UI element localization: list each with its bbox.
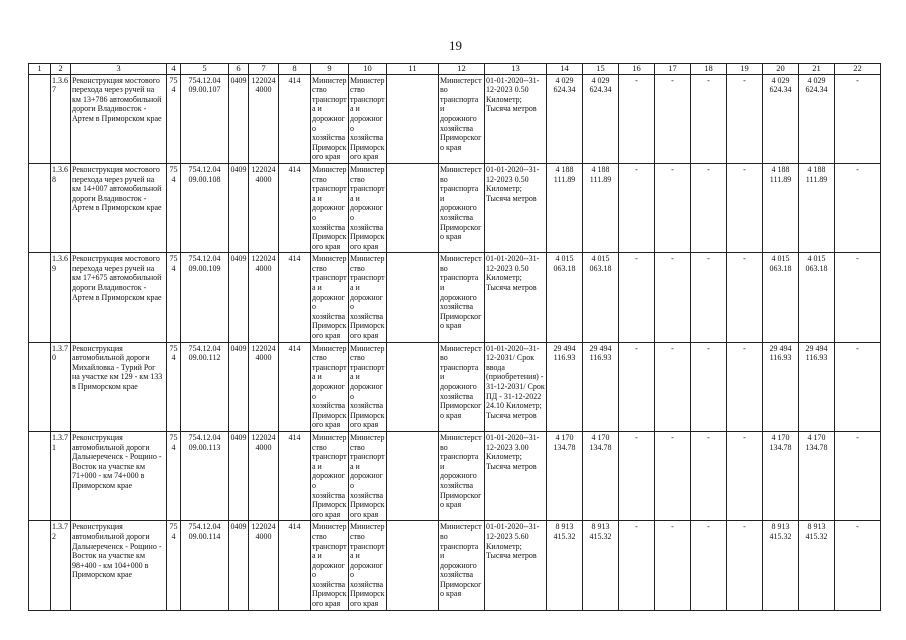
table-cell: Министерство транспорта и дорожного хозяйства Приморского края [349, 253, 387, 342]
table-cell: 754 [167, 431, 181, 520]
table-cell: Министерство транспорта и дорожного хозяйства Приморского края [439, 74, 485, 163]
column-header: 14 [547, 64, 583, 75]
table-cell: - [655, 342, 691, 431]
table-cell: - [727, 431, 763, 520]
table-row [29, 342, 881, 431]
table-cell: 8 913 415.32 [799, 521, 835, 610]
table-cell: Реконструкция мостового перехода через ручей на км 17+675 автомобильной дороги Владивосток - Артем в Приморском крае [71, 253, 167, 342]
table-cell [387, 163, 439, 252]
table-cell: 754 [167, 253, 181, 342]
table-cell: Реконструкция автомобильной дороги Дальнереченск - Рощино - Восток на участке км 98+400 - км 104+000 в Приморском крае [71, 521, 167, 610]
column-header: 21 [799, 64, 835, 75]
table-cell: 414 [279, 163, 311, 252]
table-cell: Министерство транспорта и дорожного хозяйства Приморского края [439, 431, 485, 520]
table-cell: 122024 4000 [249, 163, 279, 252]
table-cell: Реконструкция автомобильной дороги Михайловка - Турий Рог на участке км 129 - км 133 в Приморском крае [71, 342, 167, 431]
table-cell: 1.3.71 [51, 431, 71, 520]
table-cell: Министерство транспорта и дорожного хозяйства Приморского края [349, 431, 387, 520]
table-cell: 1.3.68 [51, 163, 71, 252]
table-cell: Министерство транспорта и дорожного хозяйства Приморского края [311, 521, 349, 610]
table-cell: - [691, 342, 727, 431]
table-cell: - [727, 521, 763, 610]
table-cell: 01-01-2020--31-12-2023 0.50 Километр; Тысяча метров [485, 253, 547, 342]
column-header: 4 [167, 64, 181, 75]
column-header: 7 [249, 64, 279, 75]
table-cell: - [691, 163, 727, 252]
table-cell: 754.12.04 09.00.108 [181, 163, 229, 252]
table-cell: 01-01-2020--31-12-2031/ Срок ввода (приобретения) - 31-12-2031/ Срок ПД - 31-12-2022 24.10 Километр; Тысяча метров [485, 342, 547, 431]
table-cell: - [655, 521, 691, 610]
table-cell: 4 170 134.78 [799, 431, 835, 520]
table-cell: Реконструкция мостового перехода через ручей на км 14+007 автомобильной дороги Владивосток - Артем в Приморском крае [71, 163, 167, 252]
table-cell: - [619, 342, 655, 431]
table-cell [387, 431, 439, 520]
table-cell [29, 342, 51, 431]
table-cell: 4 029 624.34 [547, 74, 583, 163]
table-cell: Реконструкция автомобильной дороги Дальнереченск - Рощино - Восток на участке км 71+000 - км 74+000 в Приморском крае [71, 431, 167, 520]
table-cell: - [835, 253, 881, 342]
table-cell: 122024 4000 [249, 253, 279, 342]
table-cell: 1.3.72 [51, 521, 71, 610]
table-cell [29, 431, 51, 520]
table-cell: Министерство транспорта и дорожного хозяйства Приморского края [349, 74, 387, 163]
table-cell: 0409 [229, 253, 249, 342]
table-cell: - [727, 342, 763, 431]
table-cell [387, 521, 439, 610]
table-cell: 754.12.04 09.00.109 [181, 253, 229, 342]
table-cell: 1.3.69 [51, 253, 71, 342]
table-cell: 414 [279, 521, 311, 610]
table-cell: Министерство транспорта и дорожного хозяйства Приморского края [349, 342, 387, 431]
table-cell: 754.12.04 09.00.114 [181, 521, 229, 610]
table-cell: - [835, 521, 881, 610]
table-row [29, 74, 881, 163]
column-header: 20 [763, 64, 799, 75]
table-cell: 29 494 116.93 [799, 342, 835, 431]
table-cell: 4 015 063.18 [547, 253, 583, 342]
table-cell: - [691, 74, 727, 163]
table-cell [29, 74, 51, 163]
table-cell: Министерство транспорта и дорожного хозяйства Приморского края [439, 342, 485, 431]
column-header: 8 [279, 64, 311, 75]
table-cell: - [727, 74, 763, 163]
table-cell: 414 [279, 74, 311, 163]
column-header: 2 [51, 64, 71, 75]
table-cell: Министерство транспорта и дорожного хозяйства Приморского края [311, 431, 349, 520]
table-cell: 4 188 111.89 [583, 163, 619, 252]
table-cell: 754.12.04 09.00.113 [181, 431, 229, 520]
table-cell: 754.12.04 09.00.107 [181, 74, 229, 163]
table-cell: - [619, 521, 655, 610]
table-cell: 754 [167, 74, 181, 163]
table-cell: 4 188 111.89 [763, 163, 799, 252]
table-cell: 4 015 063.18 [799, 253, 835, 342]
table-cell: 414 [279, 431, 311, 520]
table-cell [387, 253, 439, 342]
table-cell: - [835, 431, 881, 520]
table-cell: - [619, 253, 655, 342]
budget-table [28, 63, 881, 611]
table-cell: - [835, 74, 881, 163]
table-cell: - [619, 431, 655, 520]
table-cell: - [835, 342, 881, 431]
table-row [29, 163, 881, 252]
table-cell: 754 [167, 521, 181, 610]
table-cell: Реконструкция мостового перехода через ручей на км 13+786 автомобильной дороги Владивосток - Артем в Приморском крае [71, 74, 167, 163]
column-header: 19 [727, 64, 763, 75]
column-header: 12 [439, 64, 485, 75]
column-header: 15 [583, 64, 619, 75]
column-header: 10 [349, 64, 387, 75]
column-header: 3 [71, 64, 167, 75]
table-cell: - [691, 431, 727, 520]
table-cell: - [655, 74, 691, 163]
column-header: 17 [655, 64, 691, 75]
column-header: 18 [691, 64, 727, 75]
table-cell: 122024 4000 [249, 74, 279, 163]
table-cell: 754 [167, 342, 181, 431]
table-cell: 01-01-2020--31-12-2023 0.50 Километр; Тысяча метров [485, 74, 547, 163]
table-cell: 01-01-2020--31-12-2023 0.50 Километр; Тысяча метров [485, 163, 547, 252]
table-cell: - [727, 163, 763, 252]
table-cell: 4 029 624.34 [763, 74, 799, 163]
table-cell: Министерство транспорта и дорожного хозяйства Приморского края [311, 253, 349, 342]
table-cell: - [655, 253, 691, 342]
table-cell: - [619, 163, 655, 252]
table-cell [29, 253, 51, 342]
table-cell: 01-01-2020--31-12-2023 3.00 Километр; Тысяча метров [485, 431, 547, 520]
table-cell: Министерство транспорта и дорожного хозяйства Приморского края [349, 163, 387, 252]
table-cell: 414 [279, 342, 311, 431]
table-cell: 0409 [229, 74, 249, 163]
page-number: 19 [449, 38, 462, 53]
table-cell: - [835, 163, 881, 252]
table-cell [387, 74, 439, 163]
table-cell: 122024 4000 [249, 431, 279, 520]
table-cell: 122024 4000 [249, 521, 279, 610]
table-cell: 4 029 624.34 [799, 74, 835, 163]
table-cell: - [691, 521, 727, 610]
table-cell: - [655, 431, 691, 520]
table-cell: 8 913 415.32 [547, 521, 583, 610]
table-cell: - [727, 253, 763, 342]
table-cell: Министерство транспорта и дорожного хозяйства Приморского края [439, 253, 485, 342]
table-cell: 4 188 111.89 [547, 163, 583, 252]
table-cell: - [691, 253, 727, 342]
table-cell: Министерство транспорта и дорожного хозяйства Приморского края [349, 521, 387, 610]
column-header: 22 [835, 64, 881, 75]
column-header: 5 [181, 64, 229, 75]
table-cell [387, 342, 439, 431]
column-header: 1 [29, 64, 51, 75]
table-cell: 414 [279, 253, 311, 342]
table-cell: 29 494 116.93 [763, 342, 799, 431]
column-header: 6 [229, 64, 249, 75]
table-cell: Министерство транспорта и дорожного хозяйства Приморского края [311, 74, 349, 163]
column-header: 11 [387, 64, 439, 75]
table-cell: - [619, 74, 655, 163]
table-cell: Министерство транспорта и дорожного хозяйства Приморского края [439, 521, 485, 610]
table-cell: 4 188 111.89 [799, 163, 835, 252]
table-cell: 01-01-2020--31-12-2023 5.60 Километр; Тысяча метров [485, 521, 547, 610]
table-cell: 4 015 063.18 [763, 253, 799, 342]
table-cell: 4 170 134.78 [547, 431, 583, 520]
table-cell [29, 163, 51, 252]
table-cell: Министерство транспорта и дорожного хозяйства Приморского края [311, 342, 349, 431]
table-cell: 29 494 116.93 [547, 342, 583, 431]
table-cell: 122024 4000 [249, 342, 279, 431]
table-cell [29, 521, 51, 610]
table-cell: 754.12.04 09.00.112 [181, 342, 229, 431]
table-cell: 4 029 624.34 [583, 74, 619, 163]
table-cell: 8 913 415.32 [763, 521, 799, 610]
table-cell: 0409 [229, 163, 249, 252]
table-cell: 4 170 134.78 [763, 431, 799, 520]
table-cell: Министерство транспорта и дорожного хозяйства Приморского края [439, 163, 485, 252]
table-cell: 0409 [229, 521, 249, 610]
table-cell: 29 494 116.93 [583, 342, 619, 431]
table-cell: 4 015 063.18 [583, 253, 619, 342]
table-cell: 754 [167, 163, 181, 252]
column-header: 16 [619, 64, 655, 75]
header-row [29, 64, 881, 75]
table-row [29, 431, 881, 520]
table-cell: Министерство транспорта и дорожного хозяйства Приморского края [311, 163, 349, 252]
column-header: 9 [311, 64, 349, 75]
table-cell: 1.3.70 [51, 342, 71, 431]
table-cell: 8 913 415.32 [583, 521, 619, 610]
table-cell: 1.3.67 [51, 74, 71, 163]
table-cell: 0409 [229, 342, 249, 431]
table-cell: 4 170 134.78 [583, 431, 619, 520]
table-row [29, 521, 881, 610]
column-header: 13 [485, 64, 547, 75]
table-row [29, 253, 881, 342]
table-cell: - [655, 163, 691, 252]
table-cell: 0409 [229, 431, 249, 520]
